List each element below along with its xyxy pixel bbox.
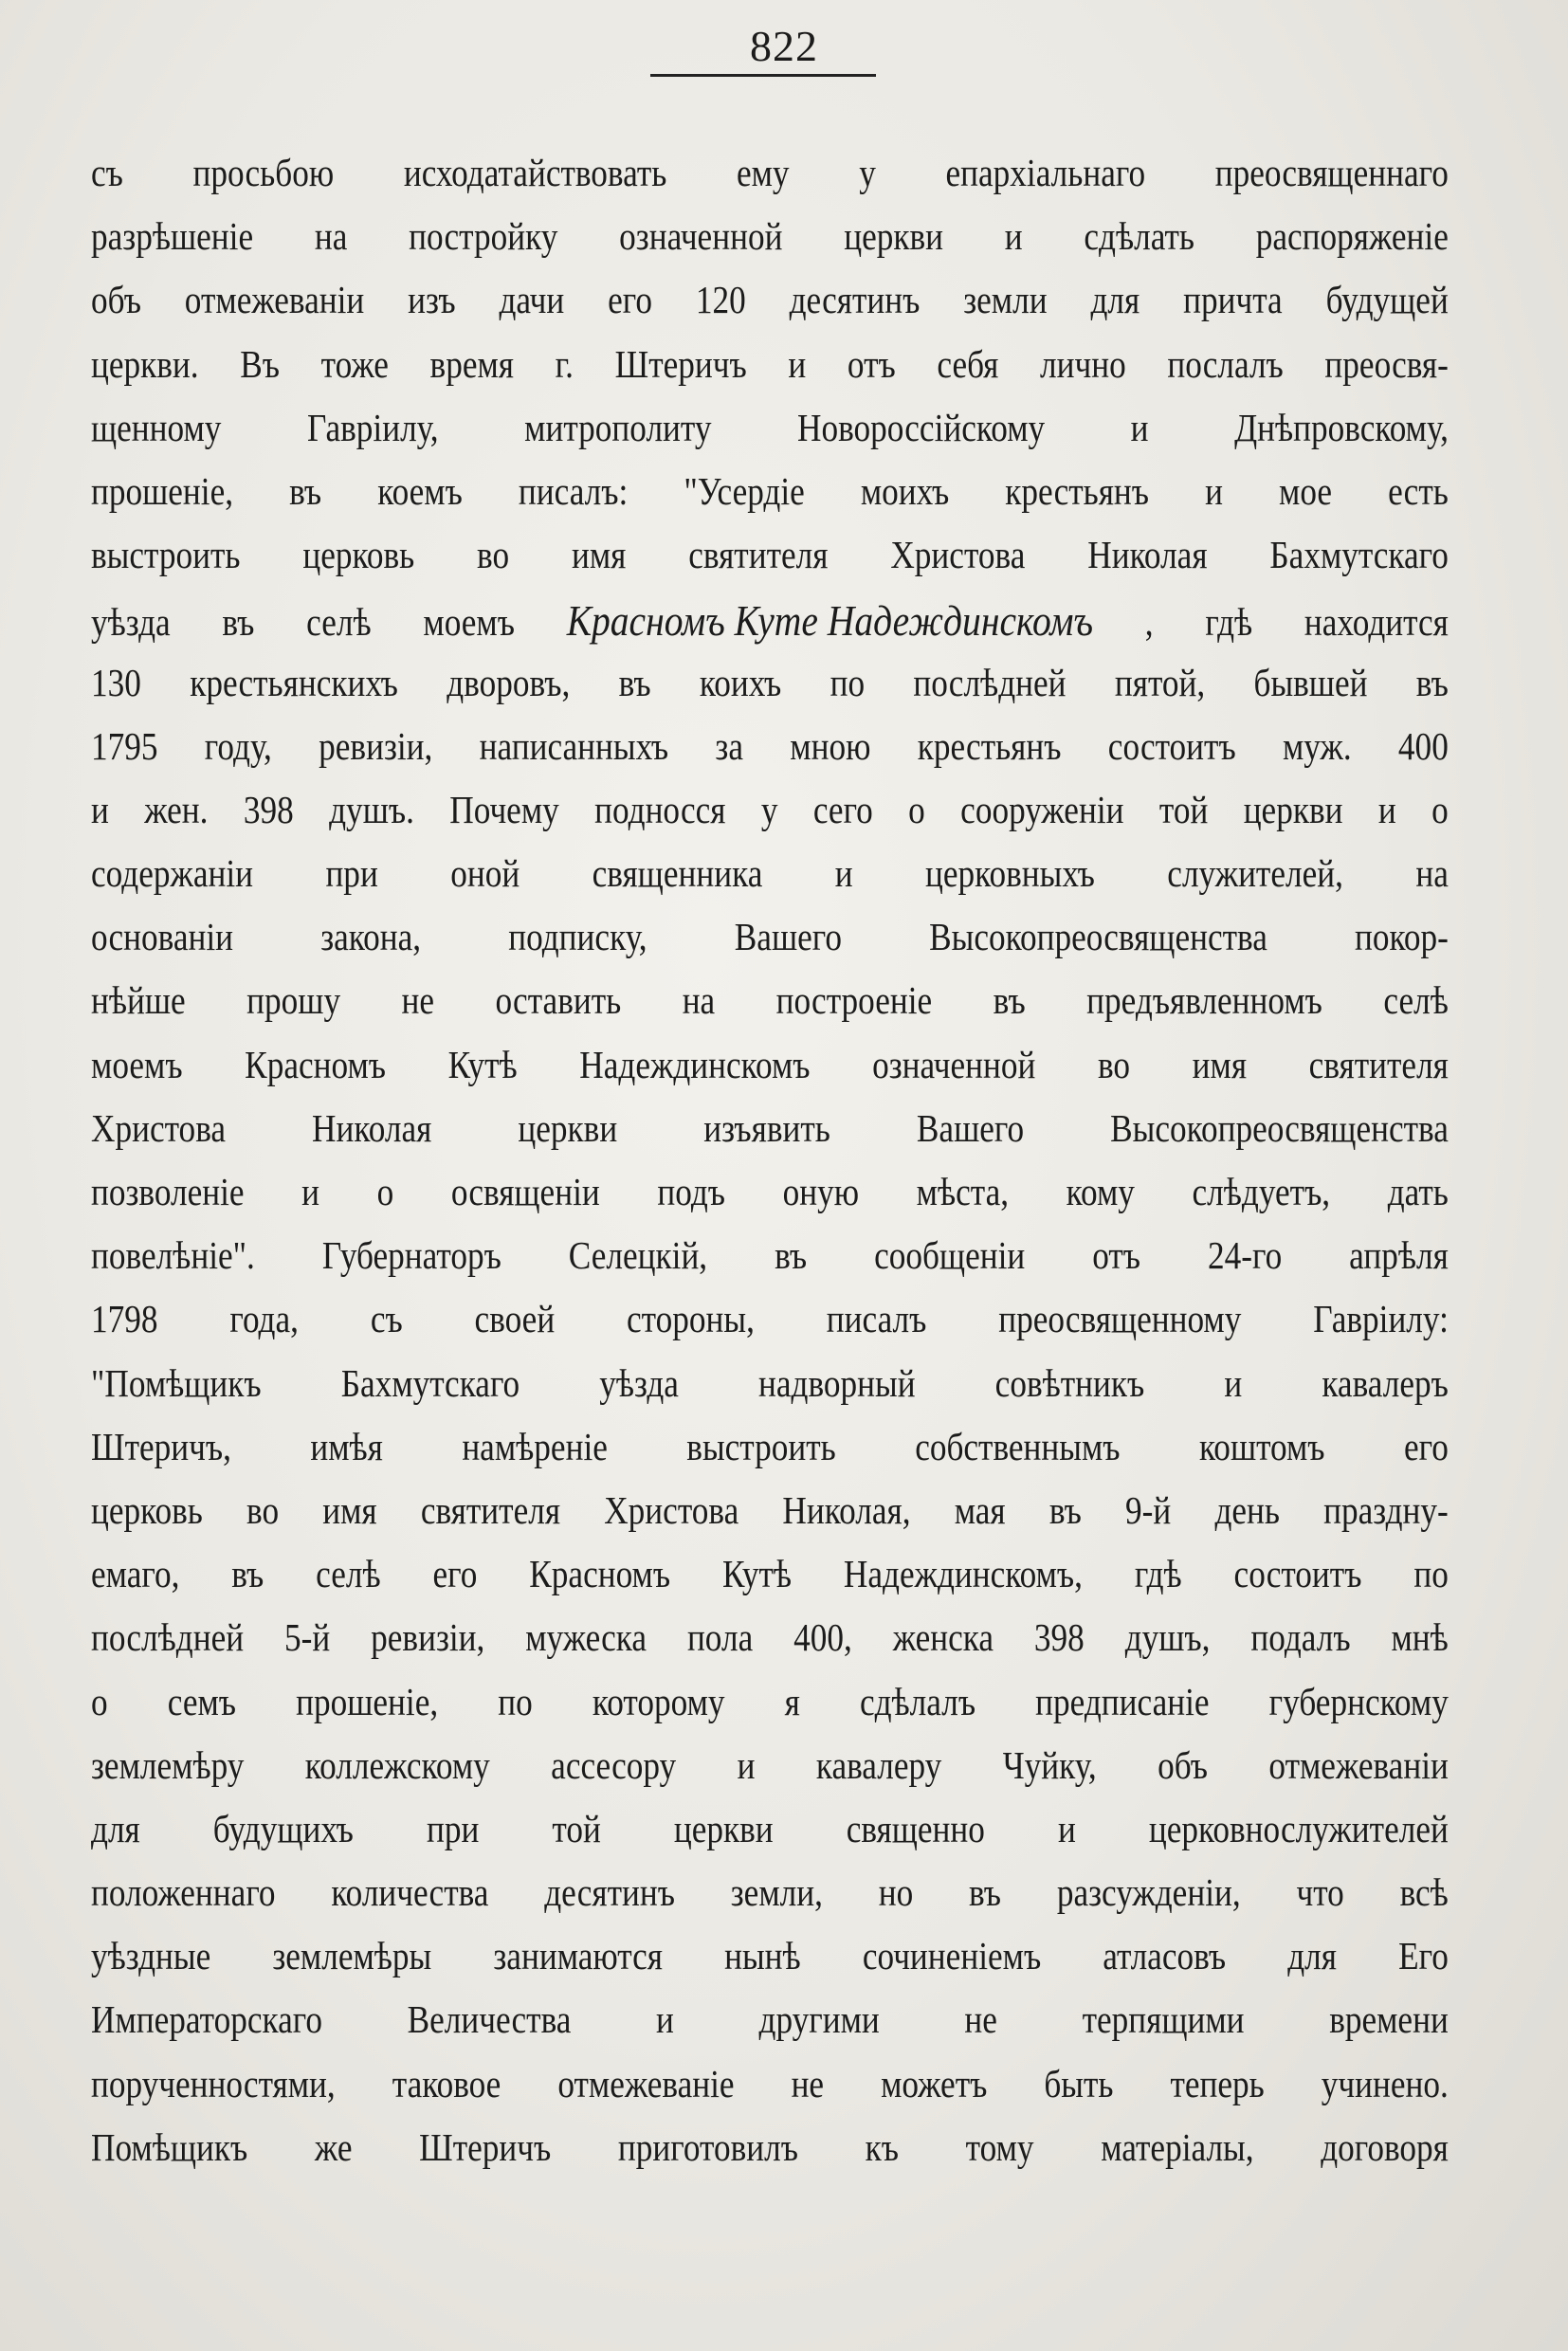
page-number: 822 <box>750 22 818 70</box>
text-line: и жен. 398 душъ. Почему подносся у сего о сооруженіи той церкви и о <box>91 787 1449 831</box>
text-line: о семъ прошеніе, по которому я сдѣлалъ предписаніе губернскому <box>91 1679 1449 1723</box>
text-line: емаго, въ селѣ его Красномъ Кутѣ Надеждинскомъ, гдѣ состоитъ по <box>91 1552 1449 1596</box>
text-line: землемѣру коллежскому ассесору и кавалеру Чуйку, объ отмежеваніи <box>91 1742 1449 1787</box>
text-line: моемъ Красномъ Кутѣ Надеждинскомъ означенной во имя святителя <box>91 1042 1449 1086</box>
text-line: Помѣщикъ же Штеричъ приготовилъ къ тому матеріалы, договоря <box>91 2124 1449 2169</box>
text-line: Христова Николая церкви изъявить Вашего Высокопреосвященства <box>91 1105 1449 1150</box>
text-line: разрѣшеніе на постройку означенной церкви и сдѣлать распоряженіе <box>91 214 1449 259</box>
text-line: уѣздные землемѣры занимаются нынѣ сочиненіемъ атласовъ для Его <box>91 1934 1449 1978</box>
text-line: повелѣніе". Губернаторъ Селецкій, въ сообщеніи отъ 24-го апрѣля <box>91 1233 1449 1278</box>
text-line: для будущихъ при той церкви священно и церковнослужителей <box>91 1806 1449 1850</box>
text-line: содержаніи при оной священника и церковныхъ служителей, на <box>91 851 1449 896</box>
text-line: объ отмежеваніи изъ дачи его 120 десятинъ земли для причта будущей <box>91 278 1449 322</box>
text-line: позволеніе и о освященіи подъ оную мѣста, кому слѣдуетъ, дать <box>91 1170 1449 1213</box>
text-line: Штеричъ, имѣя намѣреніе выстроить собственнымъ коштомъ его <box>91 1424 1449 1468</box>
text-line: церкви. Въ тоже время г. Штеричъ и отъ себя лично послалъ преосвя- <box>91 341 1449 386</box>
text-line: нѣйше прошу не оставить на построеніе въ предъявленномъ селѣ <box>91 978 1449 1023</box>
text-line: Императорскаго Величества и другими не терпящими времени <box>91 1997 1449 2042</box>
text-line: выстроить церковь во имя святителя Христова Николая Бахмутскаго <box>91 533 1449 577</box>
text-line: основаніи закона, подписку, Вашего Высокопреосвященства покор- <box>91 915 1449 959</box>
text-line: щенному Гавріилу, митрополиту Новороссійскому и Днѣпровскому, <box>91 405 1449 449</box>
text-line: послѣдней 5-й ревизіи, мужеска пола 400, женска 398 душъ, подалъ мнѣ <box>91 1615 1449 1660</box>
text-line: "Помѣщикъ Бахмутскаго уѣзда надворный совѣтникъ и кавалеръ <box>91 1360 1449 1405</box>
text-line: съ просьбою исходатайствовать ему у епархіальнаго преосвященнаго <box>91 151 1449 194</box>
text-line: церковь во имя святителя Христова Николая, мая въ 9-й день праздну- <box>91 1487 1449 1532</box>
text-line: положеннаго количества десятинъ земли, но въ разсужденіи, что всѣ <box>91 1870 1449 1915</box>
text-line: прошеніе, въ коемъ писалъ: "Усердіе моихъ крестьянъ и мое есть <box>91 468 1449 513</box>
text-line: уѣзда въ селѣ моемъ Красномъ Куте Надеждинскомъ , гдѣ находится <box>91 596 1449 646</box>
text-line: 1795 году, ревизіи, написанныхъ за мною крестьянъ состоитъ муж. 400 <box>91 723 1449 768</box>
body-text <box>91 150 1449 2188</box>
text-line: 130 крестьянскихъ дворовъ, въ коихъ по послѣдней пятой, бывшей въ <box>91 660 1449 704</box>
header-rule <box>650 74 876 77</box>
text-line: порученностями, таковое отмежеваніе не можетъ быть теперь учинено. <box>91 2061 1449 2105</box>
text-line: 1798 года, съ своей стороны, писалъ преосвященному Гавріилу: <box>91 1297 1449 1341</box>
